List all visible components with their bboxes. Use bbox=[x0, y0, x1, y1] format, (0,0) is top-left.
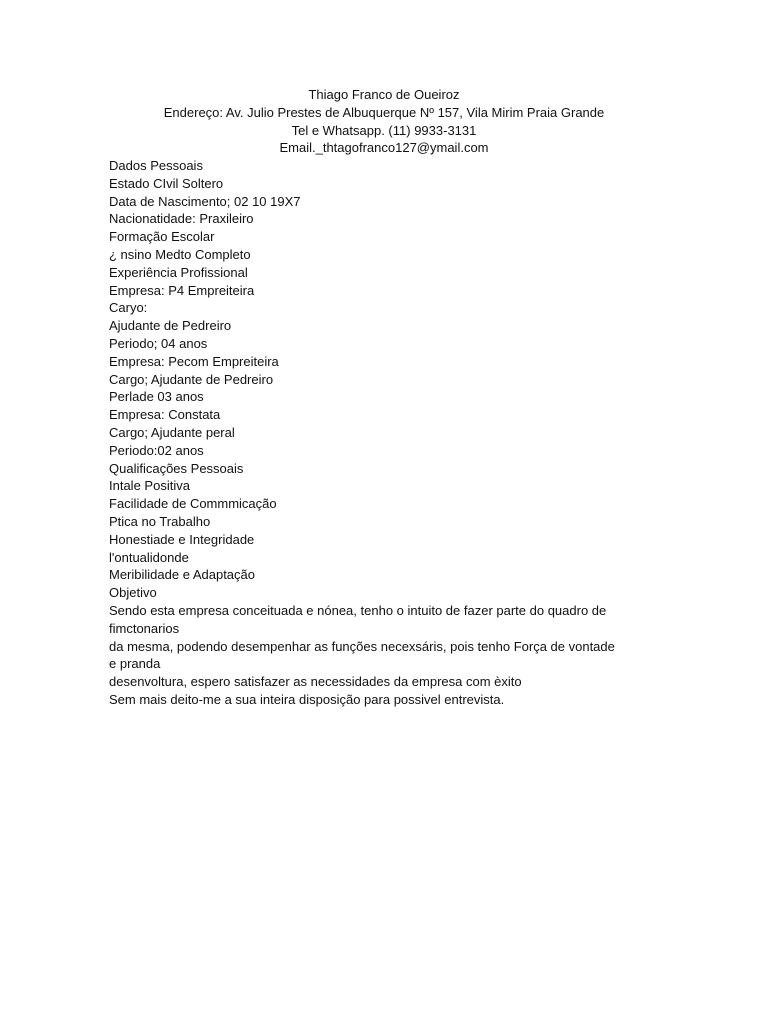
section-heading-qualifications: Qualificações Pessoais bbox=[109, 460, 244, 476]
email-line: Email._thtagofranco127@ymail.com bbox=[279, 140, 489, 156]
document-body bbox=[109, 157, 669, 709]
candidate-name: Thiago Franco de Oueiroz bbox=[308, 87, 460, 102]
section-heading-personal: Dados Pessoais bbox=[109, 158, 203, 173]
text-line: Empresa: Pecom Empreiteira bbox=[109, 353, 279, 369]
text-line: Cargo; Ajudante peral bbox=[109, 424, 235, 440]
text-line: l'ontualidonde bbox=[109, 549, 189, 565]
paragraph-line: fimctonarios bbox=[109, 620, 180, 636]
text-line: Empresa: Constata bbox=[109, 407, 221, 423]
address-line: Endereço: Av. Julio Prestes de Albuquerque Nº 157, Vila Mirim Praia Grande bbox=[163, 104, 605, 120]
paragraph-line: Sem mais deito-me a sua inteira disposição para possivel entrevista. bbox=[109, 691, 505, 707]
text-line: Meribilidade e Adaptação bbox=[109, 567, 255, 583]
section-heading-education: Formação Escolar bbox=[109, 229, 215, 245]
phone-line: Tel e Whatsapp. (11) 9933-3131 bbox=[291, 122, 477, 138]
paragraph-line: da mesma, podendo desempenhar as funções necexsáris, pois tenho Força de vontade bbox=[109, 638, 615, 654]
text-line: Nacionatidade: Praxileiro bbox=[109, 211, 254, 227]
text-line: Ajudante de Pedreiro bbox=[109, 318, 232, 334]
document-header bbox=[0, 86, 768, 157]
paragraph-line: e pranda bbox=[109, 656, 161, 672]
text-line: Facilidade de Commmicação bbox=[109, 496, 277, 512]
text-line: Honestiade e Integridade bbox=[109, 531, 255, 547]
text-line: Empresa: P4 Empreiteira bbox=[109, 282, 255, 298]
text-line: Cargo; Ajudante de Pedreiro bbox=[109, 371, 274, 387]
text-line: Data de Nascimento; 02 10 19X7 bbox=[109, 193, 301, 209]
section-heading-objective: Objetivo bbox=[109, 585, 157, 601]
text-line: Ptica no Trabalho bbox=[109, 513, 211, 529]
paragraph-line: Sendo esta empresa conceituada e nónea, tenho o intuito de fazer parte do quadro de bbox=[109, 602, 607, 618]
text-line: Periodo; 04 anos bbox=[109, 335, 208, 351]
text-line: Intale Positiva bbox=[109, 478, 190, 494]
text-line: ¿ nsino Medto Completo bbox=[109, 246, 251, 262]
text-line: Perlade 03 anos bbox=[109, 389, 204, 405]
section-heading-experience: Experiência Profissional bbox=[109, 264, 248, 280]
text-line: Periodo:02 anos bbox=[109, 442, 204, 458]
text-line: Estado CIvil Soltero bbox=[109, 175, 224, 191]
paragraph-line: desenvoltura, espero satisfazer as necessidades da empresa com èxito bbox=[109, 674, 522, 690]
text-line: Caryo: bbox=[109, 300, 148, 316]
